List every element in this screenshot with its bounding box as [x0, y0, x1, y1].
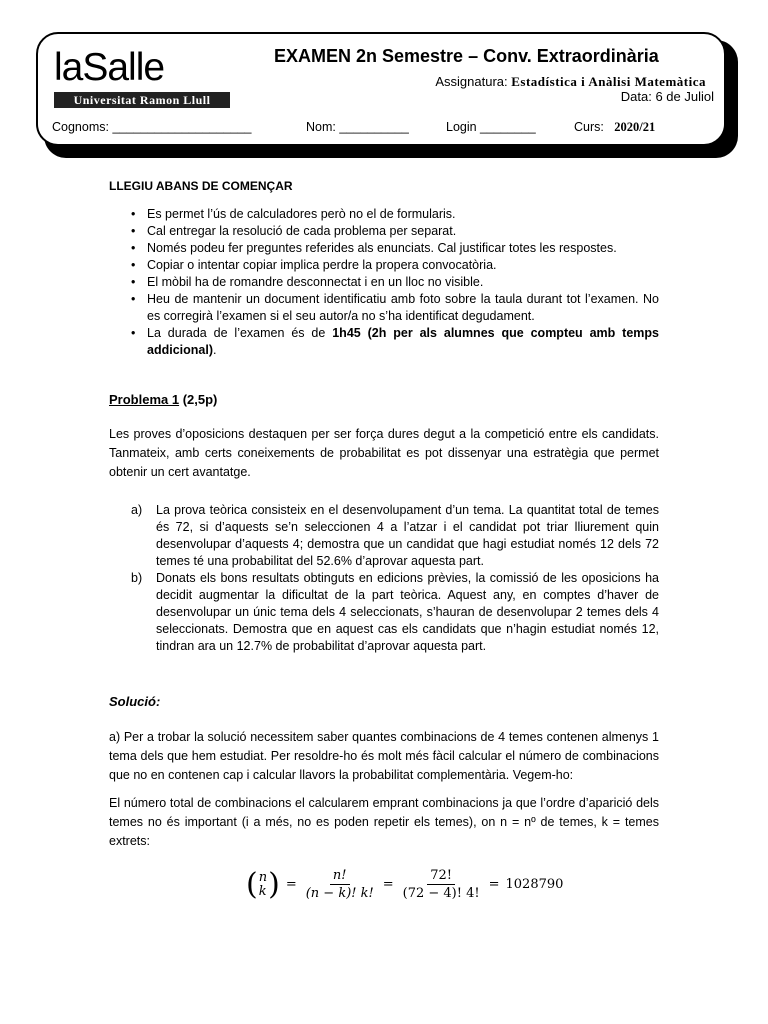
problem-1-label: Problema 1	[109, 392, 180, 407]
problem-1-title	[109, 391, 659, 408]
university-banner: Universitat Ramon Llull	[54, 92, 230, 108]
item-text: La prova teòrica consisteix en el desenvolupament d’un tema. La quantitat total de temes és 72, si d’aquests se’n seleccionen 4 a l’atzar i el candidat pot triar lliurement quin desenvolupar d’aquests 4; demostra que un candidat que hagi estudiat només 12 dels 72 temes té una probabilitat del 52.6% d’aprovar aquesta part.	[156, 503, 659, 568]
problem-1-items	[109, 502, 659, 655]
curs-value: 2020/21	[614, 120, 656, 134]
curs-field	[574, 120, 655, 135]
rule-item: • El mòbil ha de romandre desconnectat i en un lloc no visible.	[109, 274, 659, 291]
login-field[interactable]: Login ________	[446, 120, 536, 134]
fraction-numerator: n!	[330, 868, 350, 885]
subject-line	[435, 74, 706, 90]
equals-sign: =	[382, 877, 394, 892]
fraction-denominator: (72 − 4)! 4!	[402, 886, 480, 901]
exam-content	[109, 178, 659, 851]
problem-item	[109, 570, 659, 655]
item-label: a)	[131, 503, 143, 517]
binomial-coefficient: ( n k )	[246, 866, 280, 902]
formula-result: 1028790	[505, 877, 564, 892]
rule-item: • Copiar o intentar copiar implica perdre la propera convocatòria.	[109, 257, 659, 274]
binom-top: n	[258, 869, 268, 885]
combinations-formula	[246, 868, 563, 901]
solution-paragraph-1: a) Per a trobar la solució necessitem saber quantes combinacions de 4 temes contenen almenys 1 tema dels que hem estudiat. Per resoldre-ho és molt més fàcil calcular el número de combinacions que no en contenen cap i calcular llavors la probabilitat complementària. Vegem-ho:	[109, 730, 659, 782]
problem-1-points: (2,5p)	[179, 392, 218, 407]
fraction-numeric	[400, 868, 483, 901]
logo-salle: Salle	[82, 46, 165, 89]
problem-1-intro: Les proves d’oposicions destaquen per ser força dures degut a la competició entre els candidats. Tanmateix, amb certs coneixements de probabilitat es pot dissenyar una estratègia que permet obtenir un cert avantatge.	[109, 427, 659, 479]
solution-paragraph-2: El número total de combinacions el calcularem emprant combinacions ja que l’ordre d’aparició dels temes no és important (i a més, no es poden repetir els temes), on n = nº de temes, k = temes extrets:	[109, 796, 659, 848]
exam-header	[36, 32, 726, 146]
item-text: Donats els bons resultats obtinguts en edicions prèvies, la comissió de les oposicions ha decidit augmentar la dificultat de la part teòrica. Aquest any, en comptes d’haver de desenvolupar un únic tema dels 4 seleccionats, s’hauran de desenvolupar 2 temes dels 4 seleccionats. Demostra que en aquest cas els candidats que n’hagin estudiat només 12, tindran ara un 12.7% de probabilitat d’aprovar aquesta part.	[156, 571, 659, 653]
fraction-denominator: (n − k)! k!	[305, 886, 374, 901]
problem-item	[109, 502, 659, 570]
duration-prefix: La durada de l’examen és de	[147, 326, 333, 340]
rule-item: • Es permet l’ús de calculadores però no el de formularis.	[109, 206, 659, 223]
solution-heading: Solució:	[109, 694, 161, 709]
instructions-list	[109, 206, 659, 359]
duration-bold: 1h45 (2h per als alumnes que compteu amb temps addicional)	[147, 326, 659, 357]
item-label: b)	[131, 571, 143, 585]
nom-field[interactable]: Nom: __________	[306, 120, 409, 134]
rule-item-duration	[109, 325, 659, 359]
rule-item: • Heu de mantenir un document identificatiu amb foto sobre la taula durant tot l’examen. No es corregirà l’examen si el seu autor/a no s’ha identificat degudament.	[109, 291, 659, 325]
subject-label: Assignatura:	[435, 74, 508, 89]
lasalle-logo	[54, 48, 164, 87]
exam-date: Data: 6 de Juliol	[620, 89, 714, 104]
fraction-numerator: 72!	[427, 868, 455, 885]
subject-value: Estadística i Anàlisi Matemàtica	[511, 74, 706, 89]
cognoms-field[interactable]: Cognoms: ____________________	[52, 120, 252, 134]
exam-title: EXAMEN 2n Semestre – Conv. Extraordinària	[274, 46, 659, 66]
equals-sign: =	[488, 877, 500, 892]
rule-item: • Cal entregar la resolució de cada problema per separat.	[109, 223, 659, 240]
curs-label: Curs:	[574, 120, 604, 134]
logo-la: la	[54, 46, 83, 89]
duration-suffix: .	[212, 343, 217, 357]
rule-item: • Només podeu fer preguntes referides als enunciats. Cal justificar totes les respostes.	[109, 240, 659, 257]
fraction-general	[303, 868, 377, 901]
equals-sign: =	[285, 877, 297, 892]
instructions-heading: LLEGIU ABANS DE COMENÇAR	[109, 179, 293, 193]
binom-bottom: k	[258, 883, 267, 899]
